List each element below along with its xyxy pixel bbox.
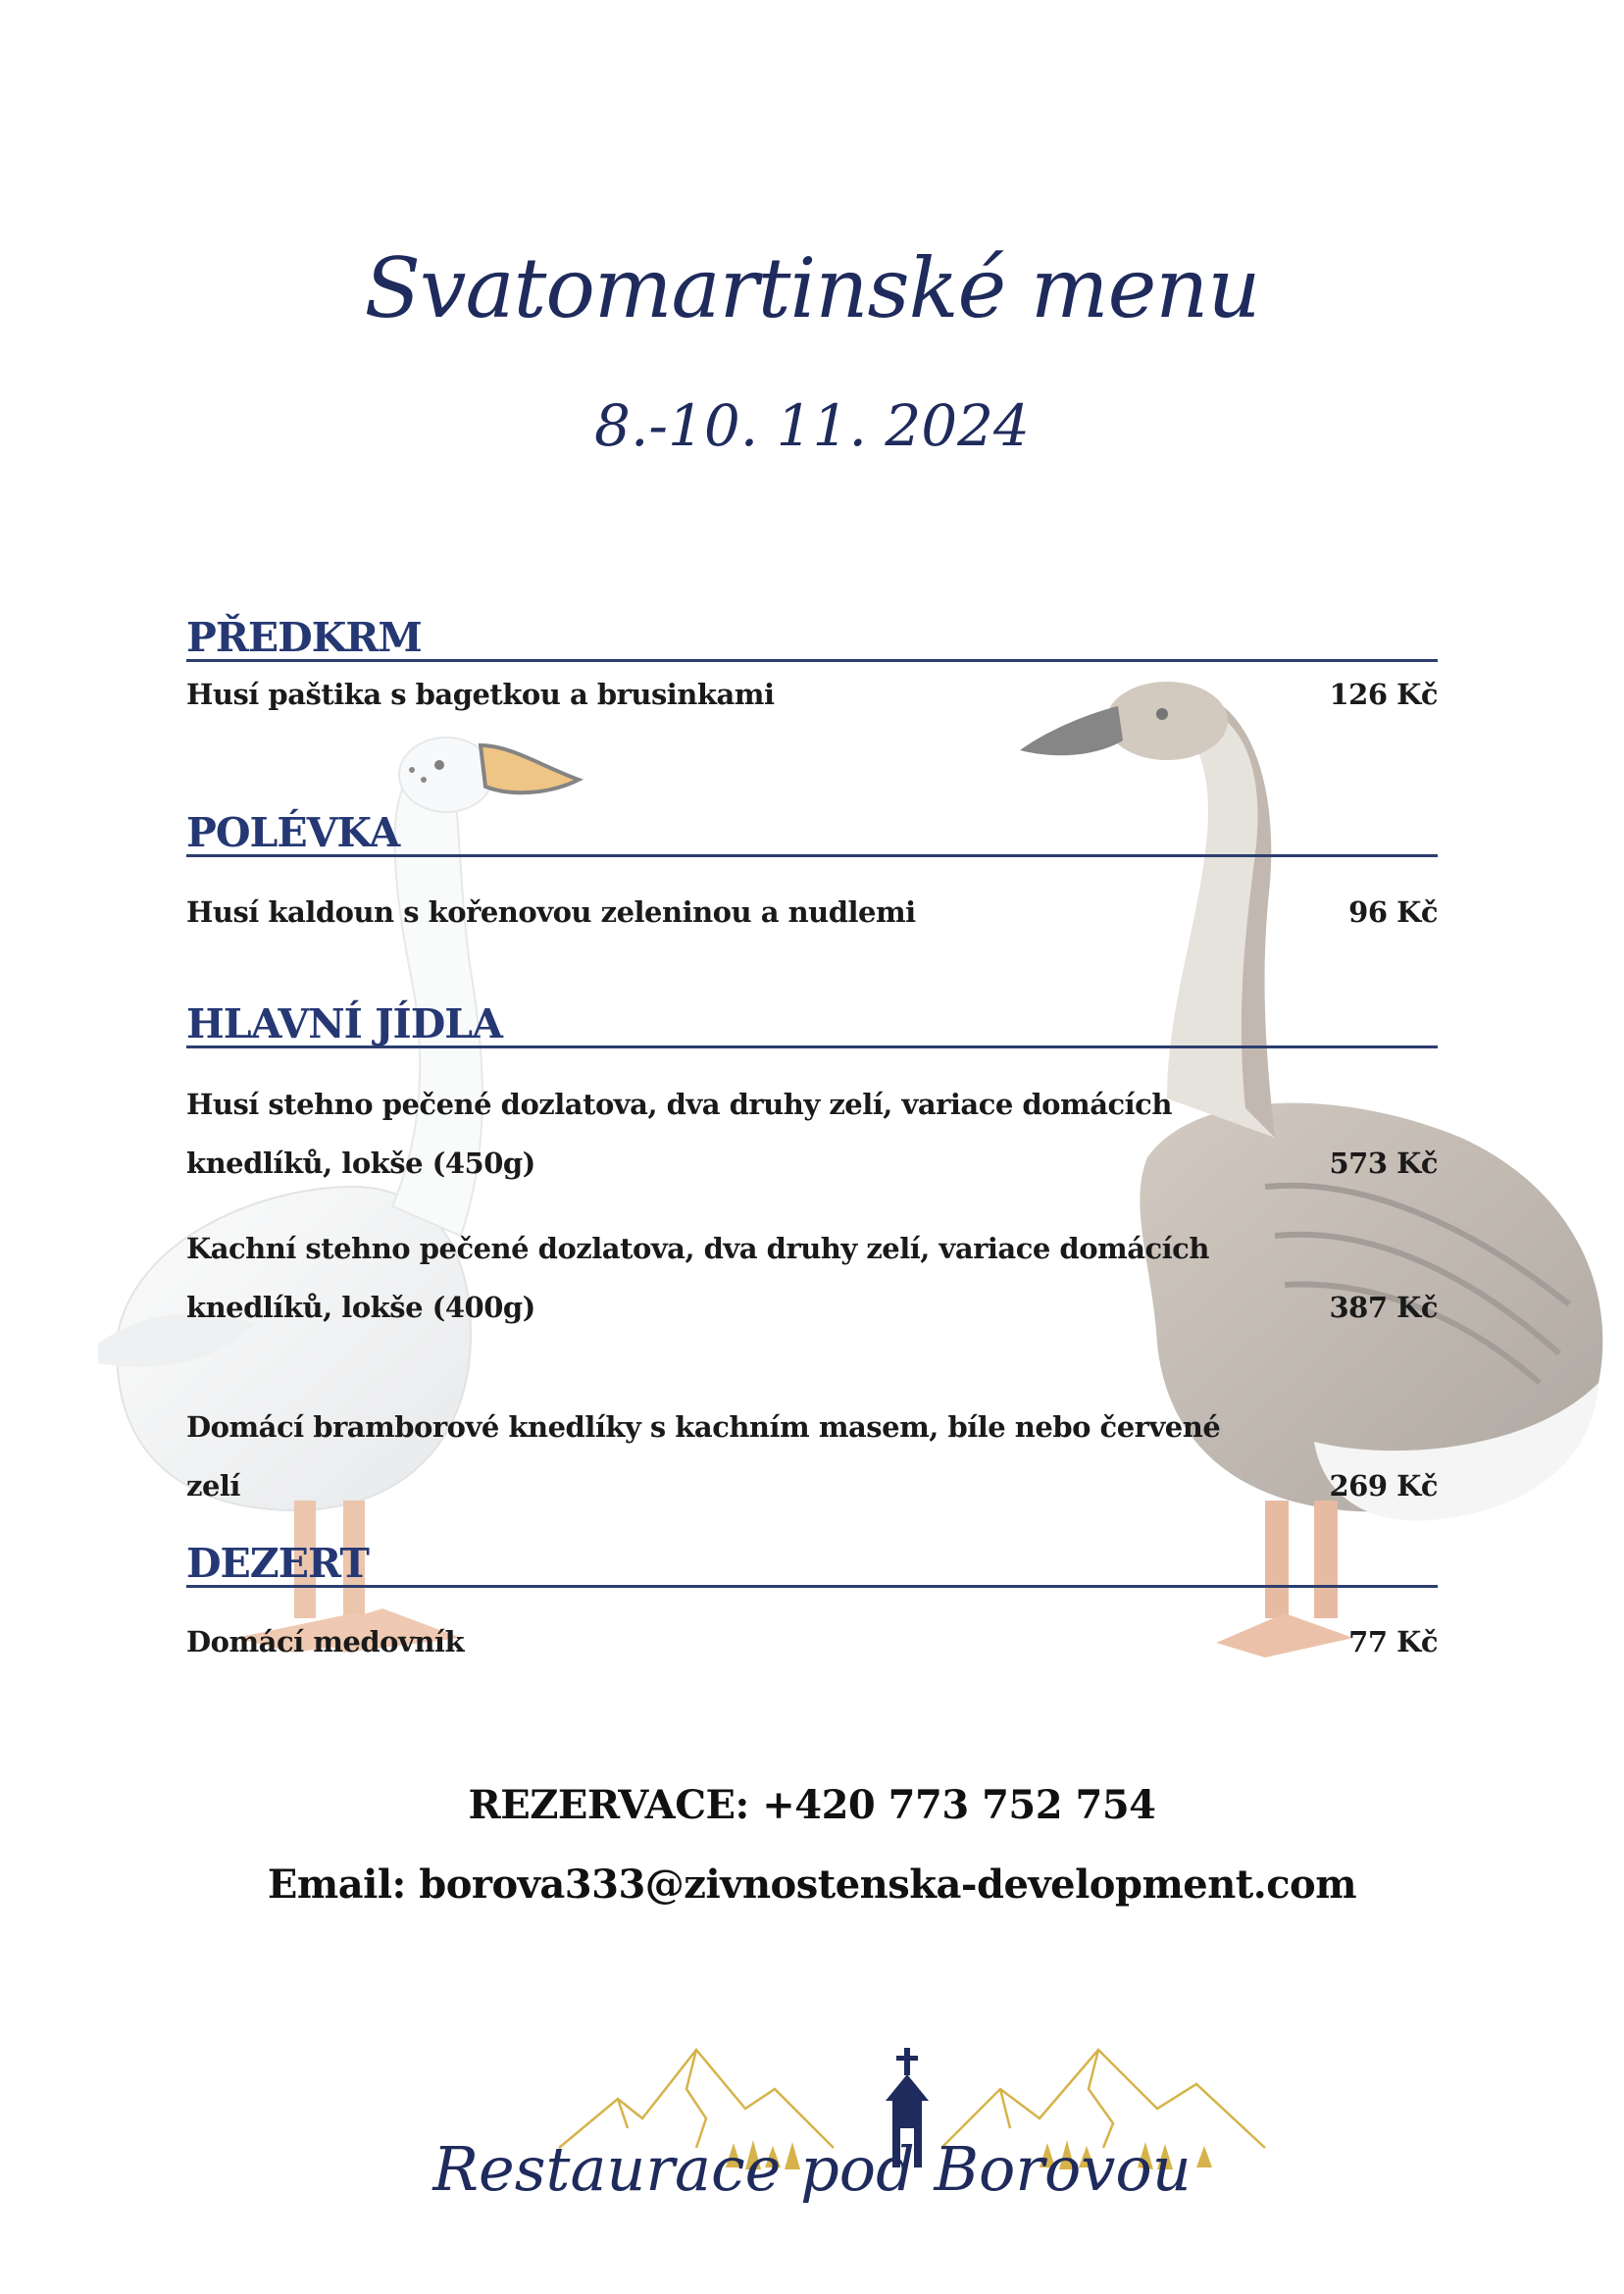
menu-item-name: Husí kaldoun s kořenovou zeleninou a nudlemi — [186, 895, 916, 929]
menu-item-price: 126 Kč — [1329, 678, 1438, 711]
menu-item — [186, 665, 1438, 724]
menu-title: Svatomartinské menu — [364, 240, 1260, 336]
reservation-phone: REZERVACE: +420 773 752 754 — [468, 1782, 1156, 1828]
section-heading-dezert: DEZERT — [186, 1542, 1438, 1588]
menu-item — [186, 883, 1438, 942]
menu-item-price: 387 Kč — [1329, 1291, 1438, 1324]
restaurant-logo-name: Restaurace pod Borovou — [432, 2133, 1192, 2205]
menu-item-name: Husí paštika s bagetkou a brusinkami — [186, 678, 775, 711]
menu-item-name: Husí stehno pečené dozlatova, dva druhy zelí, variace domácích knedlíků, lokše (450g) — [186, 1088, 1172, 1180]
menu-item-price: 77 Kč — [1348, 1625, 1438, 1658]
menu-item-price: 96 Kč — [1348, 895, 1438, 929]
menu-item-name: Domácí medovník — [186, 1625, 465, 1658]
menu-item — [186, 1219, 1438, 1337]
menu-date: 8.-10. 11. 2024 — [594, 392, 1030, 459]
menu-item-name: Domácí bramborové knedlíky s kachním masem, bíle nebo červené zelí — [186, 1410, 1221, 1503]
section-heading-hlavni-jidla: HLAVNÍ JÍDLA — [186, 1002, 1438, 1048]
menu-item-price: 573 Kč — [1329, 1147, 1438, 1180]
section-heading-predkrm: PŘEDKRM — [186, 616, 1438, 662]
menu-item-price: 269 Kč — [1329, 1469, 1438, 1503]
menu-item-name: Kachní stehno pečené dozlatova, dva druhy zelí, variace domácích knedlíků, lokše (400g) — [186, 1232, 1209, 1324]
reservation-email: Email: borova333@zivnostenska-development.com — [267, 1861, 1357, 1908]
section-heading-polevka: POLÉVKA — [186, 811, 1438, 857]
menu-item — [186, 1398, 1438, 1515]
menu-item — [186, 1075, 1438, 1193]
menu-item — [186, 1612, 1438, 1671]
